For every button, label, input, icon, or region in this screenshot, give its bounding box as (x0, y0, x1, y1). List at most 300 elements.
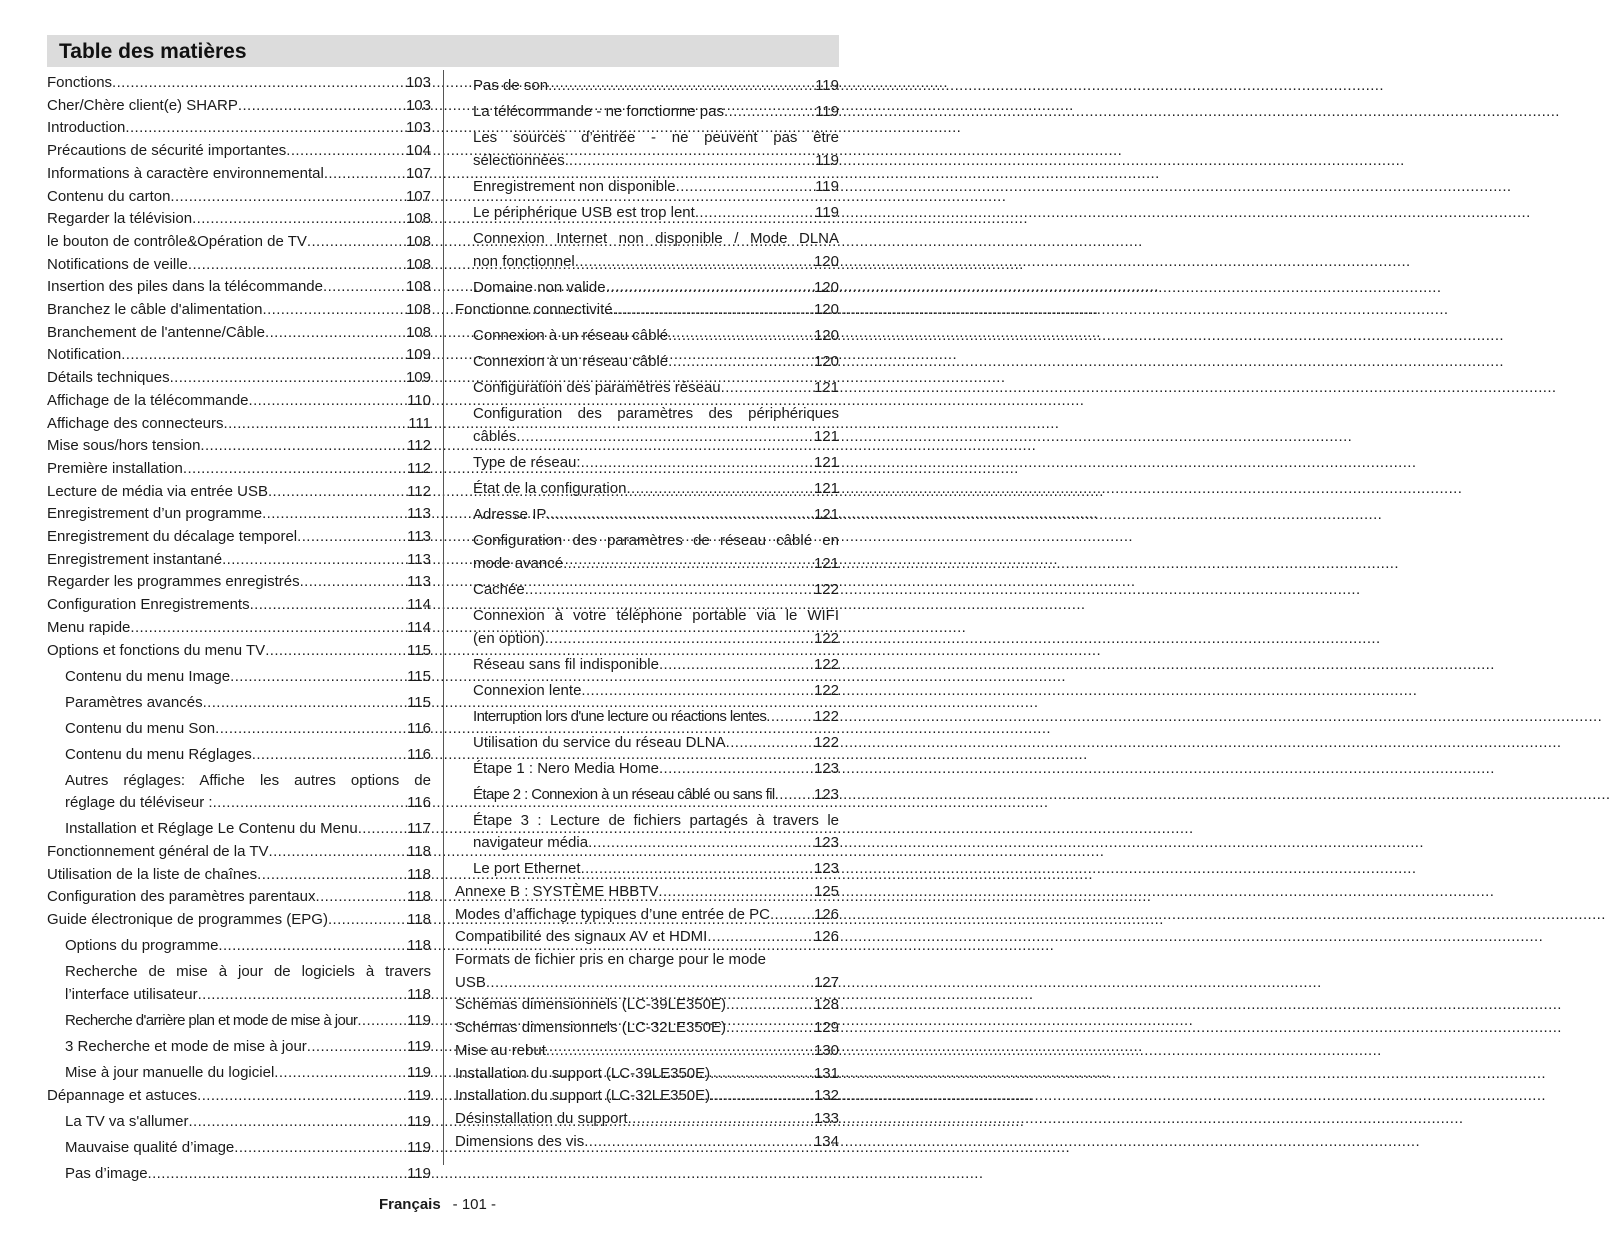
toc-entry-label: Type de réseau: (473, 454, 581, 472)
toc-entry-label: Désinstallation du support (455, 1109, 628, 1127)
toc-entry[interactable] (455, 1017, 839, 1040)
toc-page-number: 119 (407, 1037, 431, 1055)
toc-entry[interactable] (455, 810, 839, 855)
toc-entry-label: Le périphérique USB est trop lent (473, 204, 695, 221)
toc-entry[interactable] (455, 478, 839, 501)
toc-entry[interactable] (455, 299, 839, 322)
toc-entry-label-continued: sélectionnées. (473, 152, 569, 169)
toc-entry[interactable] (47, 231, 431, 254)
toc-entry[interactable] (47, 1137, 431, 1160)
toc-entry-label: Enregistrement non disponible (473, 178, 676, 195)
dot-leader (234, 1137, 406, 1160)
toc-entry-label: Fonctionne connectivité (455, 301, 613, 319)
dot-leader (265, 322, 405, 345)
toc-page-number: 119 (815, 152, 839, 169)
toc-entry-label: Branchement de l'antenne/Câble (47, 323, 266, 341)
toc-page-number: 128 (813, 996, 839, 1014)
toc-entry[interactable] (455, 654, 839, 677)
toc-entry[interactable] (455, 1040, 839, 1063)
toc-page-number: 108 (405, 278, 431, 296)
toc-page-number: 118 (407, 985, 431, 1003)
toc-entry[interactable] (455, 784, 839, 807)
toc-page-number: 122 (813, 707, 839, 725)
dot-leader (323, 276, 405, 299)
toc-entry[interactable] (47, 571, 431, 594)
toc-page-number: 116 (407, 745, 431, 763)
toc-entry-label: Contenu du menu Image (65, 667, 231, 685)
toc-entry[interactable] (47, 864, 431, 887)
toc-entry[interactable] (455, 504, 839, 527)
toc-page-number: 103 (405, 119, 431, 137)
toc-entry[interactable] (455, 75, 839, 98)
toc-entry[interactable] (47, 95, 431, 118)
toc-entry-label: Dépannage et astuces (47, 1086, 198, 1104)
toc-entry[interactable] (455, 579, 839, 602)
toc-page-number: 132 (813, 1087, 839, 1105)
toc-page-number: 131 (813, 1064, 839, 1082)
toc-page-number: 122 (813, 681, 839, 699)
dot-leader (516, 426, 813, 449)
toc-entry[interactable] (47, 458, 431, 481)
toc-entry-label-continued: câblés (473, 428, 517, 446)
toc-entry[interactable] (455, 949, 839, 994)
toc-entry-label: Connexion à un réseau câblé (473, 327, 669, 345)
dot-leader (775, 784, 813, 807)
toc-entry[interactable] (455, 605, 839, 650)
toc-entry-label-continued: navigateur média (473, 834, 589, 852)
toc-entry[interactable] (47, 254, 431, 277)
toc-entry[interactable] (47, 140, 431, 163)
toc-entry-label: Connexion à votre téléphone portable via le WIFI (473, 606, 839, 624)
toc-entry-label: Affichage des connecteurs (47, 414, 224, 432)
toc-entry-label: Enregistrement d’un programme (47, 505, 263, 523)
toc-page-number: 120 (813, 252, 839, 270)
dot-leader (710, 1085, 813, 1108)
toc-page-number: 108 (405, 232, 431, 250)
toc-entry[interactable] (47, 818, 431, 841)
toc-entry[interactable] (455, 758, 839, 781)
dot-leader (546, 504, 813, 527)
toc-page-number: 113 (407, 528, 431, 546)
dot-leader (125, 117, 405, 140)
toc-entry-label: Compatibilité des signaux AV et HDMI (455, 928, 708, 946)
toc-entry-label: Annexe B : SYSTÈME HBBTV (455, 882, 659, 900)
toc-page-number: 127 (813, 973, 839, 991)
toc-entry-label: Mise sous/hors tension (47, 437, 201, 455)
toc-entry-label: Réseau sans fil indisponible (473, 655, 659, 673)
page-footer (0, 1196, 875, 1213)
toc-entry-label: Options du programme (65, 937, 219, 955)
dot-leader (545, 628, 813, 651)
toc-entry-label-continued: non fonctionnel (473, 252, 575, 270)
toc-entry-label: Pas d’image (65, 1164, 148, 1182)
dot-leader (668, 325, 813, 348)
toc-entry[interactable] (455, 530, 839, 575)
toc-page-number: 134 (813, 1132, 839, 1150)
toc-entry[interactable] (47, 322, 431, 345)
toc-entry[interactable] (455, 881, 839, 904)
toc-entry[interactable] (455, 127, 839, 172)
toc-entry-label-continued: l’interface utilisateur (65, 985, 198, 1003)
toc-entry-label-continued: USB (455, 973, 486, 991)
dot-leader (307, 1036, 406, 1059)
toc-page-number: 118 (407, 865, 431, 883)
toc-entry[interactable] (455, 277, 839, 300)
toc-page-number: 103 (405, 96, 431, 114)
toc-entry[interactable] (47, 1111, 431, 1134)
dot-leader (269, 841, 407, 864)
toc-entry-label: Schémas dimensionnels (LC-39LE350E) (455, 996, 726, 1014)
toc-page-number: 110 (407, 391, 431, 409)
toc-page-number: 113 (407, 550, 431, 568)
toc-page-number: 115 (407, 641, 431, 659)
dot-leader (307, 231, 405, 254)
toc-entry-label-continued: mode avancé (473, 554, 564, 572)
toc-entry-label: Branchez le câble d'alimentation (47, 301, 263, 319)
toc-entry[interactable] (47, 526, 431, 549)
dot-leader (121, 344, 405, 367)
toc-page-number: 120 (813, 278, 839, 296)
toc-entry-label: Étape 2 : Connexion à un réseau câblé ou sans fil (473, 785, 775, 803)
toc-column-right (455, 72, 839, 1153)
toc-entry-label: Installation du support (LC-32LE350E) (455, 1087, 711, 1105)
toc-entry[interactable] (455, 1063, 839, 1086)
toc-entry-label: Autres réglages: Affiche les autres options de (65, 771, 431, 789)
toc-entry-label-continued: (en option) (473, 629, 545, 647)
dot-leader (724, 101, 814, 124)
toc-entry[interactable] (47, 367, 431, 390)
toc-entry-label: Configuration Enregistrements (47, 596, 250, 614)
dot-leader (230, 666, 406, 689)
toc-page-number: 112 (407, 459, 431, 477)
toc-entry-label: Guide électronique de programmes (EPG) (47, 911, 328, 929)
toc-entry[interactable] (47, 692, 431, 715)
toc-page-number: 119 (815, 77, 839, 95)
toc-entry-label: Cher/Chère client(e) SHARP (47, 96, 238, 114)
toc-entry-label: Cachée (473, 580, 525, 598)
dot-leader (575, 251, 813, 274)
toc-entry-label: Installation du support (LC-39LE350E) (455, 1064, 711, 1082)
dot-leader (626, 478, 813, 501)
dot-leader (257, 864, 406, 887)
dot-leader (265, 640, 406, 663)
dot-leader (588, 832, 813, 855)
toc-entry-label: Étape 1 : Nero Media Home (473, 759, 659, 777)
toc-entry[interactable] (47, 276, 431, 299)
toc-entry-label: La TV va s'allumer (65, 1112, 189, 1130)
toc-entry[interactable] (47, 770, 431, 815)
toc-entry[interactable] (47, 72, 431, 95)
toc-entry-label: Modes d’affichage typiques d’une entrée de PC (455, 905, 770, 923)
dot-leader (197, 1085, 406, 1108)
toc-entry-label: Notification (47, 346, 122, 364)
toc-page-number: 120 (813, 301, 839, 319)
toc-page-number: 108 (405, 255, 431, 273)
dot-leader (546, 1040, 813, 1063)
dot-leader (658, 881, 813, 904)
toc-entry[interactable] (455, 202, 839, 225)
toc-entry-label: Configuration des paramètres réseau (473, 379, 721, 397)
dot-leader (215, 718, 406, 741)
column-divider (443, 70, 444, 1165)
dot-leader (188, 254, 405, 277)
toc-entry-label: La télécommande - ne fonctionne pas (473, 103, 724, 121)
toc-entry[interactable] (47, 744, 431, 767)
toc-entry[interactable] (47, 617, 431, 640)
toc-entry[interactable] (47, 909, 431, 932)
toc-entry[interactable] (455, 101, 839, 124)
toc-page-number: 111 (408, 414, 431, 432)
dot-leader (726, 1017, 813, 1040)
toc-entry-label: Formats de fichier pris en charge pour le mode (455, 951, 766, 969)
toc-page-number: 123 (813, 785, 839, 803)
toc-page-number: 116 (407, 719, 431, 737)
toc-entry[interactable] (455, 732, 839, 755)
toc-entry[interactable] (47, 186, 431, 209)
toc-page-number: 119 (407, 1011, 431, 1029)
toc-entry[interactable] (47, 208, 431, 231)
dot-leader (222, 549, 406, 572)
toc-entry-label: Mise au rebut (455, 1041, 546, 1059)
toc-entry[interactable] (455, 403, 839, 448)
dot-leader (548, 75, 814, 98)
toc-entry-label: Pas de son (473, 77, 549, 95)
toc-entry-label: État de la configuration (473, 480, 627, 498)
dot-leader (668, 351, 813, 374)
toc-header (47, 35, 839, 67)
toc-page-number: 121 (813, 506, 839, 524)
toc-entry[interactable] (47, 344, 431, 367)
toc-entry-label: Utilisation de la liste de chaînes (47, 865, 258, 883)
toc-entry-label: Première installation (47, 459, 183, 477)
toc-entry-label: Notifications de veille (47, 255, 188, 273)
toc-entry[interactable] (47, 435, 431, 458)
toc-entry[interactable] (455, 228, 839, 273)
dot-leader (581, 858, 813, 881)
toc-entry-label: Introduction (47, 119, 126, 137)
toc-page-number: 120 (813, 327, 839, 345)
toc-entry-label: Mauvaise qualité d’image (65, 1138, 235, 1156)
toc-entry-label: Étape 3 : Lecture de fichiers partagés à travers le (473, 811, 839, 829)
toc-entry-label: Configuration des paramètres parentaux (47, 888, 316, 906)
toc-entry[interactable] (47, 594, 431, 617)
dot-leader (659, 758, 813, 781)
toc-entry[interactable] (455, 926, 839, 949)
toc-entry[interactable] (47, 841, 431, 864)
toc-entry-label: Regarder la télévision (47, 210, 193, 228)
toc-entry[interactable] (455, 706, 839, 729)
toc-page-number: 129 (813, 1019, 839, 1037)
toc-page-number: 119 (407, 1086, 431, 1104)
toc-entry-label: Affichage de la télécommande (47, 391, 249, 409)
dot-leader (766, 706, 813, 729)
dot-leader (563, 553, 813, 576)
dot-leader (584, 1131, 813, 1154)
dot-leader (238, 95, 405, 118)
dot-leader (188, 1111, 406, 1134)
toc-entry[interactable] (47, 935, 431, 958)
toc-entry[interactable] (47, 117, 431, 140)
toc-entry[interactable] (455, 680, 839, 703)
toc-entry-label: Mise à jour manuelle du logiciel (65, 1063, 275, 1081)
dot-leader (357, 1010, 406, 1033)
toc-page-number: 121 (813, 554, 839, 572)
toc-entry-label: le bouton de contrôle&Opération de TV (47, 232, 307, 250)
page-number: - 101 - (452, 1196, 497, 1213)
dot-leader (263, 299, 405, 322)
dot-leader (695, 202, 814, 225)
footer-language: Français (378, 1196, 441, 1213)
dot-leader (203, 692, 407, 715)
dot-leader (770, 904, 813, 927)
toc-entry[interactable] (47, 299, 431, 322)
toc-entry[interactable] (47, 886, 431, 909)
toc-entry[interactable] (47, 163, 431, 186)
dot-leader (224, 413, 408, 436)
toc-entry[interactable] (47, 666, 431, 689)
toc-entry[interactable] (455, 994, 839, 1017)
toc-entry[interactable] (47, 718, 431, 741)
toc-page-number: 133 (813, 1109, 839, 1127)
dot-leader (297, 526, 406, 549)
dot-leader (710, 1063, 813, 1086)
dot-leader (183, 458, 406, 481)
toc-page-number: 119 (407, 1138, 431, 1156)
toc-entry[interactable] (455, 452, 839, 475)
dot-leader (262, 503, 406, 526)
toc-entry-label: Enregistrement du décalage temporel (47, 528, 298, 546)
dot-leader (581, 680, 813, 703)
dot-leader (218, 935, 406, 958)
toc-entry[interactable] (455, 1108, 839, 1131)
dot-leader (606, 277, 813, 300)
toc-page-number: 123 (813, 860, 839, 878)
toc-entry-label: Menu rapide (47, 618, 131, 636)
toc-page-number: 126 (813, 905, 839, 923)
toc-entry-label: Enregistrement instantané (47, 550, 223, 568)
toc-page-number: 119 (815, 103, 839, 121)
toc-entry-label: Connexion lente (473, 681, 582, 699)
toc-entry-label: Précautions de sécurité importantes (47, 142, 287, 160)
toc-entry[interactable] (455, 904, 839, 927)
toc-page-number: 108 (405, 301, 431, 319)
toc-page-number: 121 (813, 379, 839, 397)
toc-entry[interactable] (47, 481, 431, 504)
toc-entry[interactable] (47, 413, 431, 436)
dot-leader (130, 617, 406, 640)
toc-page-number: 103 (405, 74, 431, 91)
toc-entry-label: Connexion à un réseau câblé (473, 353, 669, 371)
toc-page-number: 107 (405, 164, 431, 182)
dot-leader (200, 435, 406, 458)
toc-entry-label: Les sources d’entrée - ne peuvent pas être (473, 129, 839, 147)
toc-page-number: 108 (405, 210, 431, 228)
toc-entry-label: Le port Ethernet (473, 860, 581, 878)
toc-entry-label: Utilisation du service du réseau DLNA (473, 733, 726, 751)
dot-leader (569, 150, 814, 173)
dot-leader (148, 1163, 407, 1186)
toc-entry-label: Fonctions (47, 74, 113, 91)
dot-leader (324, 163, 405, 186)
dot-leader (581, 452, 813, 475)
toc-entry[interactable] (47, 640, 431, 663)
toc-entry-label: Installation et Réglage Le Contenu du Menu (65, 820, 358, 838)
toc-entry[interactable] (455, 1131, 839, 1154)
toc-page-number: 118 (407, 888, 431, 906)
toc-page-number: 119 (407, 1112, 431, 1130)
toc-entry[interactable] (47, 1010, 431, 1033)
toc-entry[interactable] (455, 325, 839, 348)
toc-page-number: 112 (407, 482, 431, 500)
toc-entry-label: Interruption lors d'une lecture ou réactions lentes (473, 707, 767, 725)
dot-leader (525, 579, 813, 602)
toc-entry-label: Contenu du carton (47, 187, 171, 205)
toc-entry-label: Lecture de média via entrée USB (47, 482, 268, 500)
dot-leader (268, 481, 406, 504)
toc-column-left (47, 72, 431, 1185)
dot-leader (170, 186, 405, 209)
toc-entry-label: Regarder les programmes enregistrés (47, 573, 300, 591)
toc-page-number: 114 (407, 596, 431, 614)
dot-leader (286, 140, 405, 163)
toc-page-number: 122 (813, 733, 839, 751)
toc-entry[interactable] (47, 961, 431, 1006)
toc-entry[interactable] (455, 1085, 839, 1108)
toc-page-number: 113 (407, 573, 431, 591)
toc-entry[interactable] (455, 351, 839, 374)
toc-page-number: 118 (407, 911, 431, 929)
toc-page-number: 130 (813, 1041, 839, 1059)
toc-entry[interactable] (455, 176, 839, 199)
dot-leader (358, 818, 406, 841)
toc-page-number: 126 (813, 928, 839, 946)
toc-entry-label: Recherche de mise à jour de logiciels à travers (65, 963, 431, 981)
toc-page-number: 115 (407, 693, 431, 711)
dot-leader (726, 732, 813, 755)
toc-page-number: 119 (815, 204, 839, 221)
toc-entry-label: Recherche d'arrière plan et mode de mise à jour (65, 1011, 358, 1029)
toc-page-number: 118 (407, 937, 431, 955)
toc-page-number: 122 (813, 580, 839, 598)
toc-entry[interactable] (47, 1085, 431, 1108)
toc-entry[interactable] (47, 503, 431, 526)
toc-entry-label: Configuration des paramètres de réseau câblé en (473, 532, 839, 550)
toc-entry[interactable] (47, 1163, 431, 1186)
dot-leader (249, 390, 407, 413)
toc-page-number: 109 (405, 369, 431, 387)
dot-leader (112, 72, 405, 95)
toc-entry[interactable] (47, 549, 431, 572)
toc-page-number: 107 (405, 187, 431, 205)
toc-entry-label: Options et fonctions du menu TV (47, 641, 266, 659)
toc-page-number: 116 (407, 794, 431, 812)
toc-entry-label: Contenu du menu Son (65, 719, 216, 737)
dot-leader (328, 909, 406, 932)
toc-page-number: 121 (813, 480, 839, 498)
toc-page-number: 113 (407, 505, 431, 523)
toc-page-number: 108 (405, 323, 431, 341)
toc-entry-label: Insertion des piles dans la télécommande (47, 278, 323, 296)
toc-entry[interactable] (47, 390, 431, 413)
toc-entry[interactable] (47, 1062, 431, 1085)
toc-entry[interactable] (455, 858, 839, 881)
toc-page-number: 117 (407, 820, 431, 838)
dot-leader (274, 1062, 406, 1085)
dot-leader (170, 367, 405, 390)
toc-entry[interactable] (455, 377, 839, 400)
toc-entry[interactable] (47, 1036, 431, 1059)
dot-leader (628, 1108, 813, 1131)
